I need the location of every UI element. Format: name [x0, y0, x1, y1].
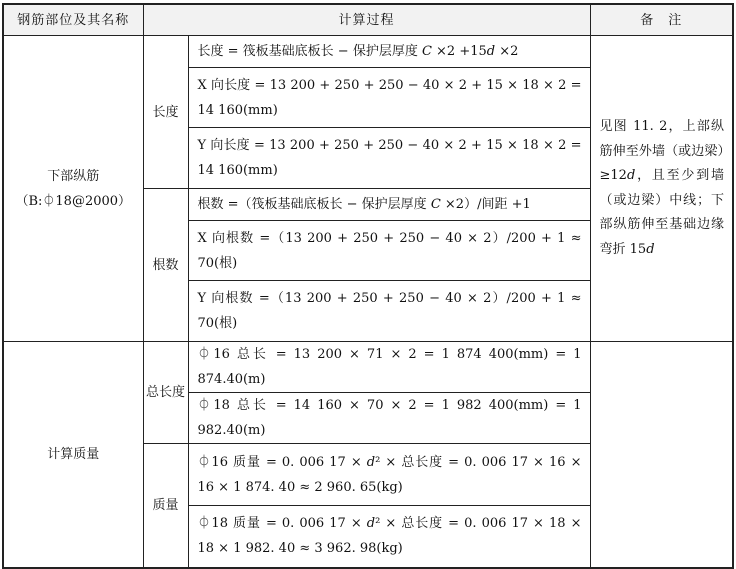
remark-empty [590, 342, 733, 568]
remark-text: 见图 11. 2，上部纵筋伸至外墙（或边梁）≥12 [599, 119, 725, 183]
mass-18-text2: ² × 总长度 = 0. 006 17 × 18 × 18 × 1 982. 40 ≈ 3 962. 98(kg) [197, 516, 582, 557]
mass-18-text: ⏀18 质量 = 0. 006 17 × [197, 516, 367, 532]
count-formula-text: 根数 =（筏板基础底板长 − 保护层厚度 [197, 197, 431, 212]
part-lower-rebar-spec: （B:⏀18@2000） [15, 193, 132, 209]
remark-var: d [626, 168, 636, 183]
total-length-16: ⏀16 总长 = 13 200 × 71 × 2 = 1 874 400(mm) = 1 874.40(m) [188, 342, 590, 393]
part-mass: 计算质量 [3, 342, 143, 568]
table-row [3, 36, 733, 68]
part-lower-rebar-name: 下部纵筋 [47, 168, 100, 184]
table-row [3, 342, 733, 393]
mass-16-text2: ² × 总长度 = 0. 006 17 × 16 × 16 × 1 874. 40 ≈ 2 960. 65(kg) [197, 454, 582, 495]
part-lower-rebar [3, 36, 143, 342]
length-y: Y 向长度 = 13 200 + 250 + 250 − 40 × 2 + 15 × 18 × 2 = 14 160(mm) [188, 128, 590, 189]
mass-16-var: d [366, 454, 376, 470]
sub-mass-label: 质量 [143, 444, 188, 568]
mass-18-var: d [366, 516, 376, 532]
length-formula-text3: ×2 [495, 44, 519, 59]
length-x: X 向长度 = 13 200 + 250 + 250 − 40 × 2 + 15 × 18 × 2 = 14 160(mm) [188, 68, 590, 128]
sub-length-label: 长度 [143, 36, 188, 189]
remark-cell [590, 36, 733, 342]
header-remarks: 备 注 [590, 4, 733, 36]
header-part-name: 钢筋部位及其名称 [3, 4, 143, 36]
sub-total-length-label: 总长度 [143, 342, 188, 444]
mass-18 [188, 506, 590, 568]
rebar-calculation-table [2, 3, 734, 569]
count-formula-text2: ×2）/间距 +1 [440, 197, 531, 212]
count-formula-var: C [430, 197, 441, 212]
count-formula [188, 189, 590, 221]
count-y: Y 向根数 =（13 200 + 250 + 250 − 40 × 2）/200 + 1 ≈ 70(根) [188, 281, 590, 342]
length-formula-var: C [421, 44, 432, 59]
total-length-18: ⏀18 总长 = 14 160 × 70 × 2 = 1 982 400(mm) = 1 982.40(m) [188, 393, 590, 444]
sub-count-label: 根数 [143, 189, 188, 342]
remark-var2: d [646, 241, 655, 257]
length-formula-var2: d [486, 44, 496, 59]
mass-16-text: ⏀16 质量 = 0. 006 17 × [197, 454, 367, 470]
mass-16 [188, 444, 590, 506]
count-x: X 向根数 =（13 200 + 250 + 250 − 40 × 2）/200 + 1 ≈ 70(根) [188, 221, 590, 281]
header-calc-process: 计算过程 [143, 4, 590, 36]
length-formula [188, 36, 590, 68]
length-formula-text2: ×2 +15 [431, 44, 487, 59]
remark-text2: ，且至少到墙（或边梁）中线；下部纵筋伸至基础边缘弯折 15 [599, 168, 725, 257]
length-formula-text: 长度 = 筏板基础底板长 − 保护层厚度 [197, 44, 422, 59]
header-row [3, 4, 733, 36]
